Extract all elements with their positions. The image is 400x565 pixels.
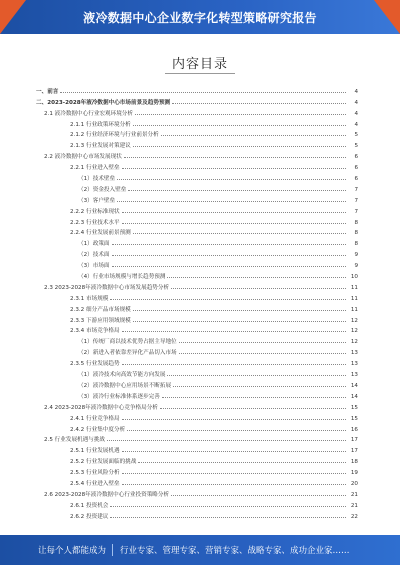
- page-header-banner: [0, 0, 400, 34]
- footer-slogan-right: 行业专家、管理专家、营销专家、战略专家、成功企业家……: [120, 546, 350, 556]
- toc-entry-label: 2.2.2 行业标准现状: [70, 208, 120, 215]
- toc-leader-dots: [110, 516, 346, 518]
- toc-entry[interactable]: [36, 171, 358, 182]
- toc-entry[interactable]: [36, 269, 358, 280]
- toc-entry-page-number: 13: [350, 350, 358, 357]
- toc-leader-dots: [179, 352, 346, 354]
- toc-leader-dots: [122, 222, 346, 224]
- toc-entry[interactable]: [36, 117, 358, 128]
- toc-entry-page-number: 4: [354, 110, 358, 117]
- toc-leader-dots: [122, 167, 346, 169]
- toc-leader-dots: [117, 200, 346, 202]
- toc-entry[interactable]: [36, 334, 358, 345]
- toc-entry[interactable]: [36, 422, 358, 433]
- toc-entry-page-number: 4: [354, 99, 358, 106]
- toc-entry[interactable]: [36, 138, 358, 149]
- toc-entry[interactable]: [36, 247, 358, 258]
- toc-entry-label: 2.5 行业发展机遇与挑战: [44, 437, 106, 444]
- toc-entry[interactable]: [36, 443, 358, 454]
- toc-entry-label: 2.5.1 行业发展机遇: [70, 448, 120, 455]
- toc-entry[interactable]: [36, 433, 358, 444]
- toc-entry-page-number: 11: [350, 295, 358, 302]
- toc-leader-dots: [179, 341, 346, 343]
- toc-entry-page-number: 10: [350, 274, 358, 281]
- toc-entry-page-number: 5: [354, 132, 358, 139]
- toc-entry-page-number: 4: [354, 121, 358, 128]
- toc-entry-page-number: 13: [350, 361, 358, 368]
- toc-entry[interactable]: [36, 302, 358, 313]
- toc-entry[interactable]: [36, 324, 358, 335]
- toc-leader-dots: [138, 461, 346, 463]
- toc-entry[interactable]: [36, 400, 358, 411]
- toc-entry[interactable]: [36, 291, 358, 302]
- footer-divider: [112, 544, 113, 556]
- toc-entry-page-number: 15: [350, 415, 358, 422]
- toc-entry-label: 2.3.1 市场规模: [70, 295, 109, 302]
- toc-entry[interactable]: [36, 84, 358, 95]
- toc-entry-page-number: 9: [354, 252, 358, 259]
- toc-entry-page-number: 5: [354, 143, 358, 150]
- toc-entry[interactable]: [36, 149, 358, 160]
- toc-entry-label: 2.2.1 行业进入壁垒: [70, 165, 120, 172]
- toc-entry-label: 2.4.1 行业竞争格局: [70, 415, 120, 422]
- toc-entry-label: （1）传统厂商以技术优势占据主导地位: [78, 339, 177, 346]
- toc-leader-dots: [60, 91, 346, 93]
- toc-leader-dots: [124, 156, 346, 158]
- toc-entry-label: 2.5.3 行业风险分析: [70, 470, 120, 477]
- toc-entry-label: （4）行业市场规模与增长趋势预测: [78, 274, 166, 281]
- toc-leader-dots: [122, 418, 346, 420]
- toc-entry[interactable]: [36, 454, 358, 465]
- toc-entry-label: 2.1.2 行业经济环境与行业前景分析: [70, 132, 159, 139]
- toc-entry-label: 2.6 2023-2028年液冷数据中心行业投资策略分析: [44, 491, 170, 498]
- toc-entry[interactable]: [36, 389, 358, 400]
- toc-leader-dots: [122, 330, 346, 332]
- toc-leader-dots: [122, 363, 346, 365]
- toc-entry-label: 2.4 2023-2028年液冷数据中心竞争格局分析: [44, 404, 158, 411]
- toc-leader-dots: [173, 385, 346, 387]
- toc-entry[interactable]: [36, 487, 358, 498]
- toc-entry[interactable]: [36, 498, 358, 509]
- toc-leader-dots: [127, 429, 346, 431]
- toc-entry-label: 2.4.2 行业集中度分析: [70, 426, 126, 433]
- toc-entry[interactable]: [36, 204, 358, 215]
- toc-leader-dots: [122, 450, 346, 452]
- toc-entry-label: （2）技术面: [78, 252, 110, 259]
- toc-leader-dots: [133, 124, 346, 126]
- toc-entry-label: （3）市场面: [78, 263, 110, 270]
- toc-entry-label: （3）液冷行业标准体系逐步完善: [78, 393, 160, 400]
- toc-entry-page-number: 7: [354, 208, 358, 215]
- toc-entry-page-number: 17: [350, 437, 358, 444]
- toc-entry-page-number: 4: [354, 88, 358, 95]
- toc-entry-page-number: 22: [350, 513, 358, 520]
- report-title: 液冷数据中心企业数字化转型策略研究报告: [83, 11, 317, 25]
- toc-leader-dots: [122, 472, 346, 474]
- toc-entry-label: 2.3.2 细分产品市场规模: [70, 306, 131, 313]
- toc-entry[interactable]: [36, 509, 358, 520]
- toc-entry-page-number: 7: [354, 186, 358, 193]
- toc-entry-page-number: 8: [354, 219, 358, 226]
- toc-entry[interactable]: [36, 258, 358, 269]
- toc-leader-dots: [161, 134, 346, 136]
- toc-entry-label: 二、2023-2028年液冷数据中心市场前景及趋势预测: [36, 99, 171, 106]
- toc-leader-dots: [133, 145, 346, 147]
- toc-entry-label: 2.2 液冷数据中心市场发展现状: [44, 154, 122, 161]
- toc-entry-label: 一、前言: [36, 88, 59, 95]
- toc-entry-page-number: 12: [350, 339, 358, 346]
- toc-entry-page-number: 18: [350, 459, 358, 466]
- toc-leader-dots: [122, 211, 346, 213]
- toc-entry-label: （3）客户壁垒: [78, 197, 116, 204]
- toc-entry-page-number: 8: [354, 230, 358, 237]
- toc-leader-dots: [162, 396, 346, 398]
- toc-entry-page-number: 12: [350, 317, 358, 324]
- toc-entry-label: 2.3.5 行业发展趋势: [70, 361, 120, 368]
- toc-leader-dots: [117, 178, 346, 180]
- toc-heading: 内容目录: [171, 57, 228, 72]
- toc-leader-dots: [128, 189, 346, 191]
- toc-leader-dots: [133, 232, 346, 234]
- toc-entry-label: 2.5.4 行业进入壁垒: [70, 480, 120, 487]
- toc-leader-dots: [171, 287, 346, 289]
- toc-entry-page-number: 9: [354, 263, 358, 270]
- toc-entry-label: （1）政策面: [78, 241, 110, 248]
- toc-entry[interactable]: [36, 465, 358, 476]
- toc-entry-page-number: 6: [354, 176, 358, 183]
- toc-leader-dots: [122, 483, 346, 485]
- toc-entry[interactable]: [36, 236, 358, 247]
- toc-entry[interactable]: [36, 476, 358, 487]
- toc-entry-label: 2.3 2023-2028年液冷数据中心市场发展趋势分析: [44, 284, 170, 291]
- toc-entry-label: （2）液冷数据中心应用场景不断拓展: [78, 382, 172, 389]
- toc-leader-dots: [110, 298, 346, 300]
- header-accent-right: [374, 0, 400, 34]
- toc-entry-page-number: 17: [350, 448, 358, 455]
- toc-leader-dots: [171, 494, 346, 496]
- toc-entry-label: 2.1.1 行业政策环境分析: [70, 121, 131, 128]
- toc-leader-dots: [112, 265, 346, 267]
- toc-entry-page-number: 21: [350, 502, 358, 509]
- toc-entry-label: 2.3.4 市场竞争格局: [70, 328, 120, 335]
- toc-leader-dots: [112, 243, 346, 245]
- toc-entry[interactable]: [36, 128, 358, 139]
- footer-slogan-left: 让每个人都能成为: [38, 546, 107, 556]
- toc-entry-label: （2）资金投入壁垒: [78, 186, 127, 193]
- toc-entry-label: 2.1 液冷数据中心行业宏观环境分析: [44, 110, 133, 117]
- toc-leader-dots: [167, 276, 346, 278]
- toc-entry-label: 2.2.4 行业发展前景预测: [70, 230, 131, 237]
- toc-entry-label: 2.1.3 行业发展对策建议: [70, 143, 131, 150]
- toc-entry-page-number: 8: [354, 241, 358, 248]
- header-accent-left: [0, 0, 26, 34]
- toc-entry[interactable]: [36, 345, 358, 356]
- toc-entry[interactable]: [36, 182, 358, 193]
- toc-leader-dots: [112, 254, 346, 256]
- toc-leader-dots: [110, 505, 346, 507]
- toc-entry[interactable]: [36, 313, 358, 324]
- toc-entry-page-number: 20: [350, 480, 358, 487]
- toc-leader-dots: [160, 407, 346, 409]
- toc-entry-page-number: 21: [350, 491, 358, 498]
- toc-entry[interactable]: [36, 378, 358, 389]
- toc-entry[interactable]: [36, 193, 358, 204]
- toc-entry[interactable]: [36, 356, 358, 367]
- toc-entry-page-number: 16: [350, 426, 358, 433]
- toc-entry-label: 2.3.3 下游应用领域规模: [70, 317, 131, 324]
- toc-entry[interactable]: [36, 367, 358, 378]
- toc-entry-page-number: 19: [350, 470, 358, 477]
- toc-entry-page-number: 13: [350, 372, 358, 379]
- toc-entry-label: （1）液冷技术向高效节能方向发展: [78, 372, 166, 379]
- toc-entry[interactable]: [36, 215, 358, 226]
- toc-entry[interactable]: [36, 411, 358, 422]
- toc-entry-label: 2.5.2 行业发展面临的挑战: [70, 459, 137, 466]
- toc-leader-dots: [133, 320, 346, 322]
- toc-entry-label: 2.2.3 行业技术水平: [70, 219, 120, 226]
- toc-entry-page-number: 11: [350, 306, 358, 313]
- toc-entry[interactable]: [36, 226, 358, 237]
- toc-entry-label: 2.6.1 投资机会: [70, 502, 109, 509]
- toc-entry[interactable]: [36, 160, 358, 171]
- toc-leader-dots: [172, 102, 346, 104]
- table-of-contents: [36, 84, 358, 520]
- toc-entry-page-number: 6: [354, 154, 358, 161]
- toc-leader-dots: [167, 374, 346, 376]
- page-footer-banner: [0, 535, 400, 565]
- toc-entry-label: 2.6.2 投资建议: [70, 513, 109, 520]
- toc-leader-dots: [135, 113, 346, 115]
- toc-entry-page-number: 12: [350, 328, 358, 335]
- toc-entry[interactable]: [36, 280, 358, 291]
- toc-entry-page-number: 6: [354, 165, 358, 172]
- toc-leader-dots: [133, 309, 346, 311]
- toc-entry[interactable]: [36, 95, 358, 106]
- toc-leader-dots: [107, 439, 346, 441]
- toc-heading-underline: [165, 73, 235, 74]
- toc-entry-label: （2）新进入者依靠差异化产品切入市场: [78, 350, 177, 357]
- toc-entry[interactable]: [36, 106, 358, 117]
- toc-entry-page-number: 14: [350, 382, 358, 389]
- toc-entry-label: （1）技术壁垒: [78, 176, 116, 183]
- toc-entry-page-number: 11: [350, 284, 358, 291]
- toc-entry-page-number: 15: [350, 404, 358, 411]
- toc-entry-page-number: 7: [354, 197, 358, 204]
- toc-entry-page-number: 14: [350, 393, 358, 400]
